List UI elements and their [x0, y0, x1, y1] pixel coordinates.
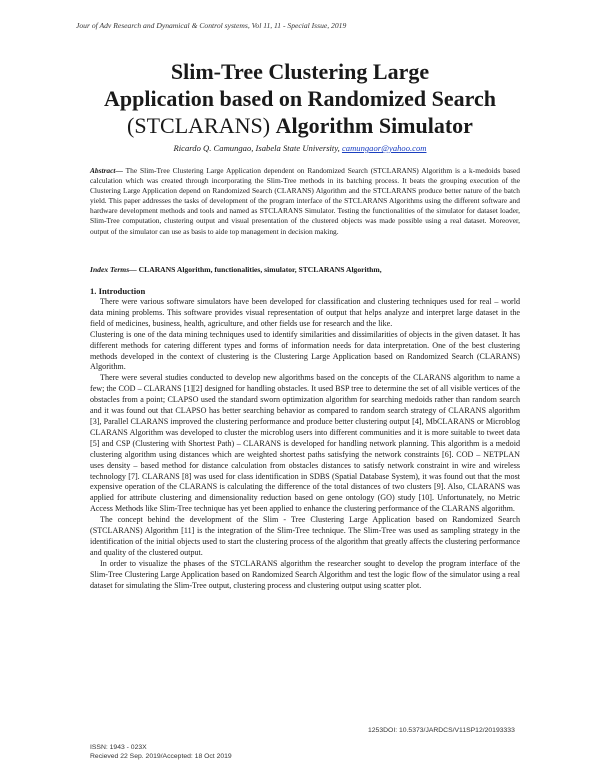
index-terms: [90, 265, 520, 274]
title-acronym: (STCLARANS): [127, 113, 276, 138]
section-heading: 1. Introduction: [90, 286, 146, 296]
page-number-doi: 1253DOI: 10.5373/JARDCS/V11SP12/20193333: [368, 727, 515, 734]
author-line: [40, 143, 560, 153]
title-line-1: Slim-Tree Clustering Large: [170, 59, 430, 84]
paragraph: The concept behind the development of the Slim - Tree Clustering Large Application based on Randomized Search (STCLARANS) Algorithm [11] is the integration of the Slim-Tree technique. The Slim-Tree was used as sampling strategy in the identification of the initial objects used to start the clustering process of the algorithm that greatly affects the clustering performance and quality of the clustered output.: [90, 515, 520, 557]
title-line-3: [40, 112, 560, 139]
index-terms-text: CLARANS Algorithm, functionalities, simulator, STCLARANS Algorithm,: [136, 265, 382, 274]
author-names: Ricardo Q. Camungao, Isabela State University,: [173, 143, 342, 153]
title-line-2: Application based on Randomized Search: [104, 86, 496, 111]
issn: ISSN: 1943 - 023X: [90, 744, 147, 751]
title-line-3-bold: Algorithm Simulator: [275, 113, 473, 138]
author-email-link[interactable]: camungaor@yahoo.com: [341, 143, 427, 153]
introduction-body: [90, 297, 520, 591]
paper-title: [40, 58, 560, 139]
journal-header: Jour of Adv Research and Dynamical & Control systems, Vol 11, 11 - Special Issue, 2019: [76, 21, 347, 30]
paragraph: In order to visualize the phases of the STCLARANS algorithm the researcher sought to develop the program interface of the Slim-Tree Clustering Large Application based on Randomized Search Algorithm and test the logic flow of the simulator using a real dataset for simulating the Slim-Tree output, clustering process and clustering output using scatter plot.: [90, 558, 520, 590]
abstract-text: The Slim-Tree Clustering Large Application dependent on Randomized Search (STCLARANS) Algorithm is a k-medoids based calculation which was created through incorporating the Slim-Tree methods in its batching process. It beats the grouping execution of the Clustering Large Application depend on Randomized Search (CLARANS) Algorithm and the STCLARANS produce better nature of the batch yield. This paper addresses the tasks of development of the program interface of the STCLARANS Algorithms using the different software and hardware development methods and tools and named as STCLARANS Simulator. Testing the functionalities of the simulator for dataset loader, Slim-Tree computation, clustering output and visual presentation of the clustered objects was made possible using a real dataset. Moreover, output of the simulator can use as basis to aide top management in decision making.: [90, 166, 520, 236]
paragraph: There were various software simulators have been developed for classification and clustering techniques used for real – world data mining problems. This software provides visual representation of output that helps analyze and interpret large dataset in the field of medicines, business, health, agriculture, and other fields use for research and the like.: [90, 297, 520, 328]
abstract-label: Abstract—: [90, 166, 123, 175]
footer-info: [90, 743, 232, 762]
paragraph: There were several studies conducted to develop new algorithms based on the concepts of the CLARANS algorithm to name a few; the COD – CLARANS [1][2] designed for handling obstacles. It used BSP tree to determine the set of all visible vertices of the obstacles from a point; CLAPSO used the standard sworn optimization algorithm for searching medoids rather than random search and it was found out that CLAPSO has better searching behavior as compared to random search strategy of CLARANS algorithm [3], Parallel CLARANS improved the clustering performance and produce better clustering output [4], MbCLARANS or Microblog CLARANS Algorithm was developed to cluster the microblog users into different communities and it is more suitable to tweet data [5] and CSP (Clustering with Shortest Path) – CLARANS is developed for handling network planning. This algorithm is a medoid clustering algorithm using distances which are weighted shortest paths satisfying the network constraints [6]. COD – NETPLAN uses density – based method for distance calculation from obstacles distances to satisfy network constraint in wire and wireless technology [7]. CLARANS [8] was used for class identification in SDBS (Spatial Database System), it was found out that the most expensive operation of the CLARANS is calculating the difference of the total distances of two clusters [9]. Also, CLARANS was applied for attribute clustering and dimensionality reduction based on gene ontology (GO) study [10]. Unfortunately, no Metric Access Methods like Slim-Tree technique has yet been applied to enhance the clustering performance of the CLARANS algorithm.: [90, 373, 520, 514]
index-terms-label: Index Terms—: [90, 265, 137, 274]
received-accepted: Recieved 22 Sep. 2019/Accepted: 18 Oct 2019: [90, 753, 232, 761]
abstract: [90, 166, 520, 237]
paragraph: Clustering is one of the data mining techniques used to identify similarities and dissimilarities of objects in the given dataset. It has different methods for catering different types and forms of information needs for data interpretation. One of the best clustering methods developed in the context of clustering is the Clustering Large Application based on Randomized Search (CLARANS) Algorithm.: [90, 329, 520, 372]
